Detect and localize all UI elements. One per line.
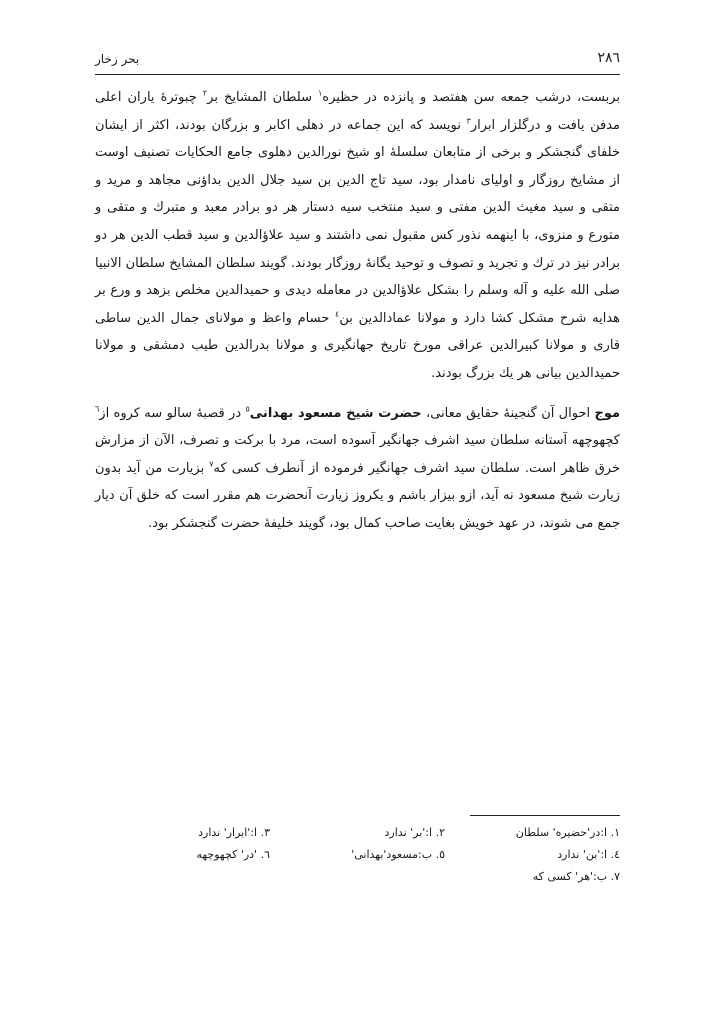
footnote-mark-5: ٥ [245,404,250,414]
footnote-6: ٦. 'در' کچهوچهه [196,848,270,861]
footnote-1: ۱. ا:در'حضیره' سلطان [515,826,620,839]
footnote-2: ۲. ا:'بر' ندارد [384,826,445,839]
footnote-row [95,822,620,844]
p1-text-a: بربست، درشب جمعه سن هفتصد و پانزده در حظیره [322,90,620,105]
p2-text-b: کچهوچهه آستانه سلطان سید اشرف جهانگیر آسوده است، مرد با برکت و تصرف، الآن از مزارش خرق ظاهر است. سلطان سید اشرف جهانگیر فرموده از آنطرف کسی که [95,433,620,476]
footnote-row [95,844,620,866]
footnote-7: ۷. ب:'هر' کسی که [532,870,620,883]
footnote-mark-3: ۳ [466,116,471,126]
p1-text-d: یاران اعلی مدفن یافت و درگلزار ابرار [95,90,621,133]
footnote-row [95,866,620,888]
page-number: ۲۸٦ [597,50,620,66]
p1-text-f: بودند، اکثر از ایشان خلفای گنجشکر و برخی از متابعان سلسلهٔ او شیخ نورالدین دهلوی جامع الحکایات تصنیف اوست از مشایخ روزگار و اولیای نامدار بود، سید تاج الدین بن سید جلال الدین بداؤنی مجاهد و مرید و متقی و سید مغیث الدین مفتی و سید منتخب سیه دستار هر دو برادر معبد و متبرك و متقی و متورع و منزوی، با اینهمه نذور کس مقبول نمی داشتند و سید علاؤالدین و سید قطب الدین هر دو برادر نیز در ترك و تجرید و تصوف و توحید یگانهٔ روزگار بودند. گویند سلطان المشایخ سلطان الانبیا صلی الله علیه و آله وسلم را بشکل علاؤالدین در معامله دیدی و حمیدالدین مخلص بزهد و ورع بر هدایه شرح مشکل کشا دارد و مولانا عمادالدین بن [95,117,621,326]
mawj-heading: موج [594,405,621,421]
footnote-3: ۳. ا:'ابرار' ندارد [198,826,270,839]
p2-text-c: بزیارت من آید بدون زیارت شیخ مسعود نه آید، ازو بیزار باشم و یکروز زیارت آنحضرت هم مقرر است که خلق آن دیار جمع می شوند، در عهد خویش بغایت صاحب کمال بود، گویند خلیفهٔ حضرت گنجشکر بود. [95,460,620,531]
body-text [95,84,620,538]
footnote-4: ٤. ا:'بن' ندارد [557,848,620,861]
p2-text-a: در قصبهٔ سالو سه کروه از [99,405,242,421]
footnote-mark-2: ۲ [202,88,208,98]
footnote-mark-4: ٤ [335,309,340,319]
p1-text-b: سلطان المشایخ بر [207,90,312,105]
p1-text-g: حسام واعظ و مولانای جمال الدین ساطی قاری و مولانا کبیرالدین عراقی مورخ تاریخ جهانگیری و مولانا بدرالدین طیب دمشقی و مولانا حمیدالدین بیانی هر یك بزرگ بودند. [95,310,620,381]
page-header [95,50,620,70]
p2-intro: احوال آن گنجینهٔ حقایق معانی، [426,405,591,421]
footnote-mark-1: ۱ [317,88,323,98]
footnote-mark-7: ٧ [209,459,214,469]
header-rule [95,74,620,75]
p1-text-e: نویسد که این جماعه در دهلی اکابر و بزرگان [211,117,461,133]
footnote-mark-6: ٦ [95,404,100,414]
running-title: بحر زخار [95,52,140,66]
p1-text-c: چبوترهٔ [160,90,197,105]
paragraph-2 [95,400,620,538]
footnotes [95,822,620,888]
paragraph-1 [95,84,620,388]
footnote-rule [470,815,620,816]
footnote-5: ٥. ب:مسعود'بهدانی' [351,848,445,861]
p2-subject: حضرت شیخ مسعود بهدانی [249,405,422,421]
